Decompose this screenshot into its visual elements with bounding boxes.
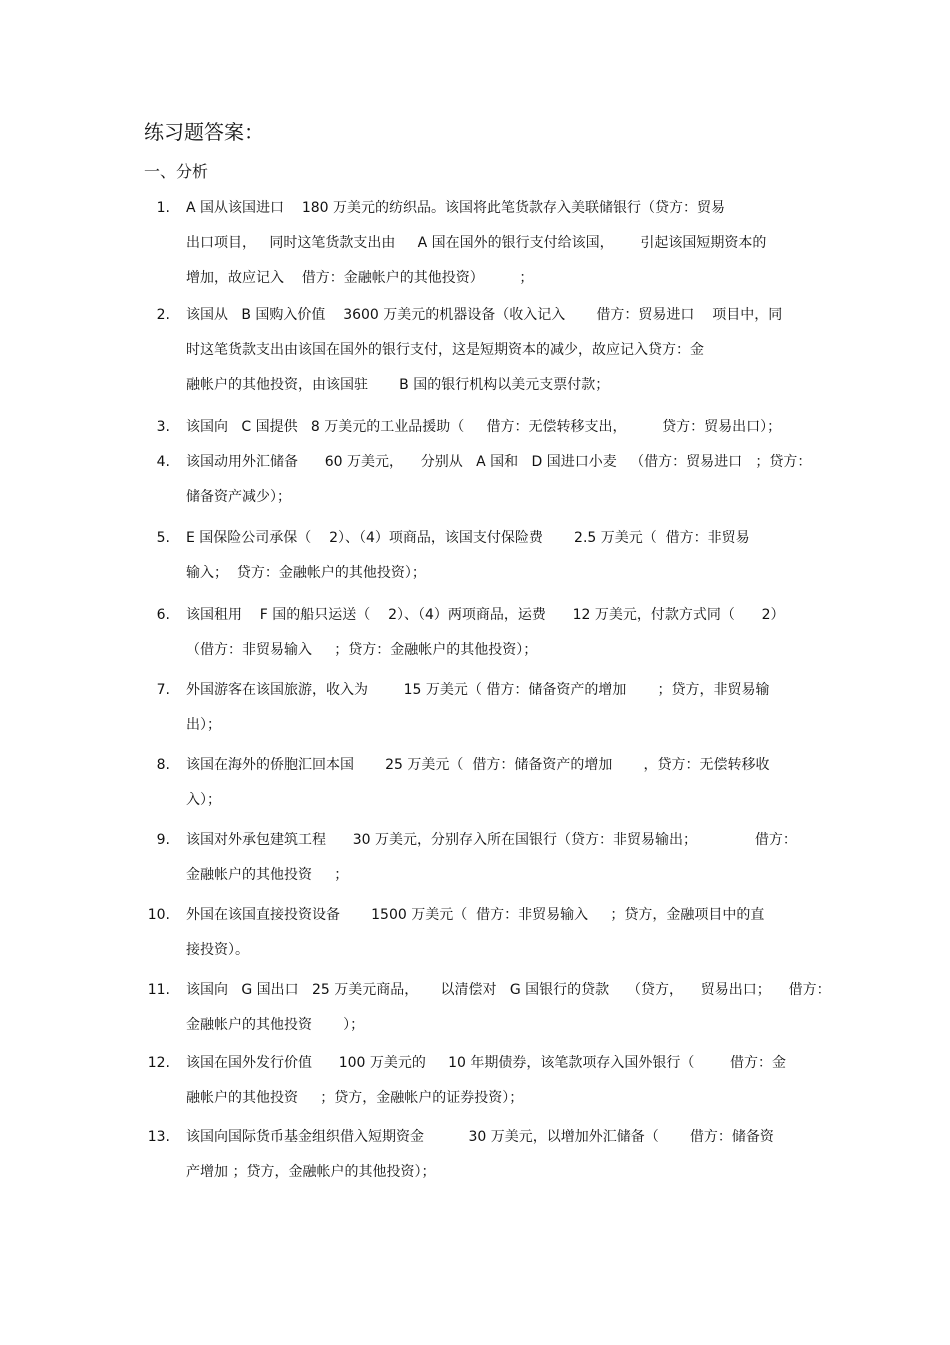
item-text-line: 该国租用 F 国的船只运送（ 2）、（4）两项商品，运费 12 万美元，付款方式同（ 2） bbox=[186, 607, 785, 623]
item-number: 5. bbox=[156, 530, 170, 546]
item-text-line: 入）； bbox=[186, 792, 221, 808]
item-text-line: 输入； 贷方：金融帐户的其他投资）； bbox=[186, 565, 426, 581]
item-text-line: 出口项目， 同时这笔货款支出由 A 国在国外的银行支付给该国， 引起该国短期资本的 bbox=[186, 235, 767, 251]
item-number: 2. bbox=[156, 307, 170, 323]
item-number: 4. bbox=[156, 454, 170, 470]
item-text-line: 外国游客在该国旅游，收入为 15 万美元（ 借方：储备资产的增加 ；贷方，非贸易输 bbox=[186, 682, 770, 698]
item-text-line: 融帐户的其他投资 ；贷方，金融帐户的证券投资）； bbox=[186, 1090, 524, 1106]
item-number: 1. bbox=[156, 200, 170, 216]
item-text-line: 产增加 ；贷方，金融帐户的其他投资）； bbox=[186, 1164, 436, 1180]
section-heading: 一、分析 bbox=[144, 162, 209, 181]
item-text-line: 金融帐户的其他投资 ）； bbox=[186, 1017, 365, 1033]
item-text-line: 该国在国外发行价值 100 万美元的 10 年期债券，该笔款项存入国外银行（ 借方：金 bbox=[186, 1055, 786, 1071]
item-text-line: A 国从该国进口 180 万美元的纺织品。该国将此笔货款存入美联储银行（贷方：贸易 bbox=[186, 200, 725, 216]
page-title: 练习题答案： bbox=[144, 120, 264, 144]
item-text-line: 储备资产减少）； bbox=[186, 489, 291, 505]
item-text-line: E 国保险公司承保（ 2）、（4）项商品，该国支付保险费 2.5 万美元（ 借方：非贸易 bbox=[186, 530, 750, 546]
item-number: 7. bbox=[156, 682, 170, 698]
item-text-line: 外国在该国直接投资设备 1500 万美元（ 借方：非贸易输入 ；贷方，金融项目中的直 bbox=[186, 907, 765, 923]
item-text-line: 增加，故应记入 借方：金融帐户的其他投资） ； bbox=[186, 270, 534, 286]
item-text-line: 该国对外承包建筑工程 30 万美元，分别存入所在国银行（贷方：非贸易输出； 借方： bbox=[186, 832, 797, 848]
item-number: 13. bbox=[147, 1129, 170, 1145]
item-text-line: 该国在海外的侨胞汇回本国 25 万美元（ 借方：储备资产的增加 ，贷方：无偿转移收 bbox=[186, 757, 770, 773]
item-text-line: 接投资）。 bbox=[186, 942, 249, 958]
item-text-line: （借方：非贸易输入 ；贷方：金融帐户的其他投资）； bbox=[186, 642, 538, 658]
item-number: 10. bbox=[147, 907, 170, 923]
item-text-line: 该国向国际货币基金组织借入短期资金 30 万美元，以增加外汇储备（ 借方：储备资 bbox=[186, 1129, 774, 1145]
item-number: 9. bbox=[156, 832, 170, 848]
item-text-line: 该国向 G 国出口 25 万美元商品， 以清偿对 G 国银行的贷款 （贷方， 贸易出口； 借方： bbox=[186, 982, 831, 998]
item-text-line: 金融帐户的其他投资 ； bbox=[186, 867, 349, 883]
item-number: 3. bbox=[156, 419, 170, 435]
item-number: 12. bbox=[147, 1055, 170, 1071]
item-text-line: 出）； bbox=[186, 717, 221, 733]
item-text-line: 该国从 B 国购入价值 3600 万美元的机器设备（收入记入 借方：贸易进口 项目中，同 bbox=[186, 307, 783, 323]
item-text-line: 该国向 C 国提供 8 万美元的工业品援助（ 借方：无偿转移支出， 贷方：贸易出口）； bbox=[186, 419, 782, 435]
item-number: 8. bbox=[156, 757, 170, 773]
item-text-line: 融帐户的其他投资，由该国驻 B 国的银行机构以美元支票付款； bbox=[186, 377, 610, 393]
item-number: 11. bbox=[147, 982, 170, 998]
item-text-line: 该国动用外汇储备 60 万美元， 分别从 A 国和 D 国进口小麦 （借方：贸易进口 ；贷方： bbox=[186, 454, 812, 470]
item-number: 6. bbox=[156, 607, 170, 623]
item-text-line: 时这笔货款支出由该国在国外的银行支付，这是短期资本的减少，故应记入贷方：金 bbox=[186, 342, 704, 358]
